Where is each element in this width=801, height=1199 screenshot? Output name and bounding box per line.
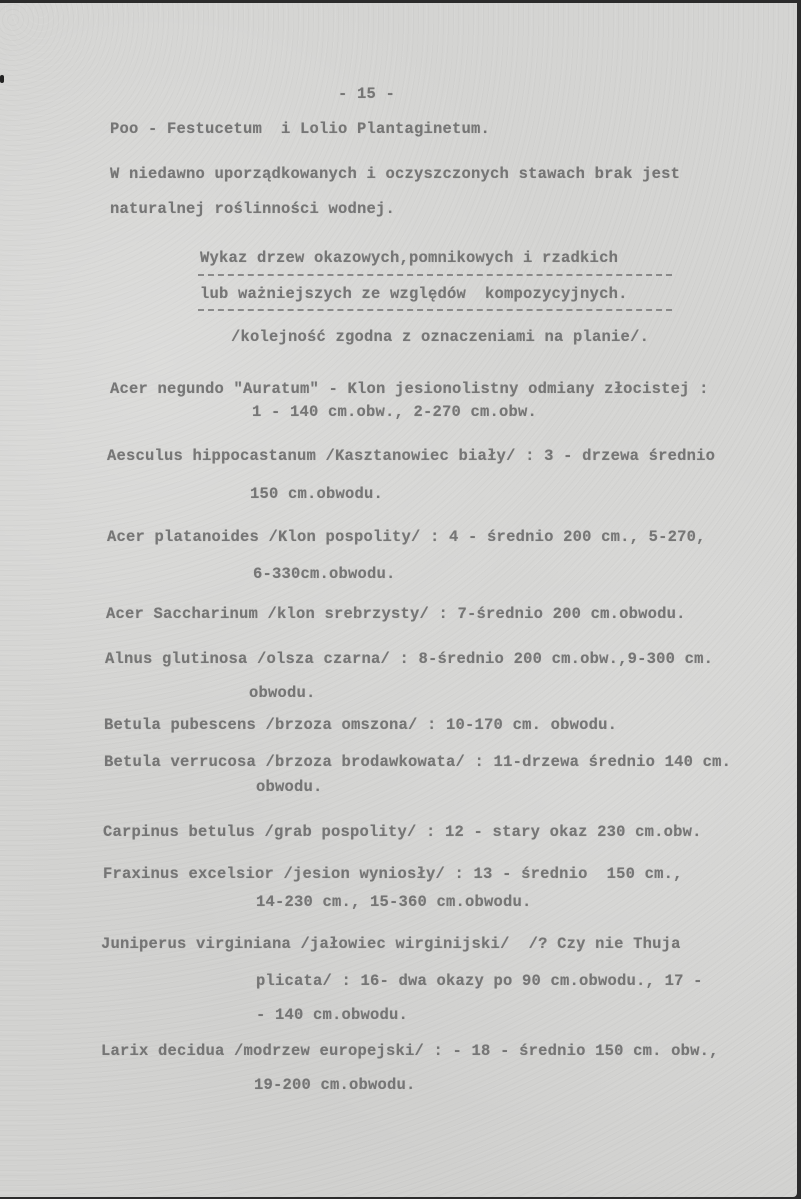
scanned-page xyxy=(0,3,797,1197)
entry-5-line-2: obwodu. xyxy=(249,684,316,702)
entry-10-line-1: Juniperus virginiana /jałowiec wirginijski/ /? Czy nie Thuja xyxy=(101,935,681,953)
entry-9-line-2: 14-230 cm., 15-360 cm.obwodu. xyxy=(256,893,532,911)
scan-artifact xyxy=(0,75,4,83)
entry-3-line-1: Acer platanoides /Klon pospolity/ : 4 - średnio 200 cm., 5-270, xyxy=(107,528,706,546)
list-title-note: /kolejność zgodna z oznaczeniami na planie/. xyxy=(231,328,650,346)
list-title-line-2: lub ważniejszych ze względów kompozycyjnych. xyxy=(200,285,628,303)
entry-4-line-1: Acer Saccharinum /klon srebrzysty/ : 7-średnio 200 cm.obwodu. xyxy=(106,605,686,623)
entry-5-line-1: Alnus glutinosa /olsza czarna/ : 8-średnio 200 cm.obw.,9-300 cm. xyxy=(105,650,714,668)
page-number: - 15 - xyxy=(338,85,396,103)
entry-7-line-2: obwodu. xyxy=(256,778,323,796)
entry-1-line-2: 1 - 140 cm.obw., 2-270 cm.obw. xyxy=(252,403,538,421)
entry-6-line-1: Betula pubescens /brzoza omszona/ : 10-170 cm. obwodu. xyxy=(104,716,618,734)
entry-10-line-3: - 140 cm.obwodu. xyxy=(256,1006,409,1024)
entry-11-line-1: Larix decidua /modrzew europejski/ : - 18 - średnio 150 cm. obw., xyxy=(101,1042,719,1060)
list-title-line-1: Wykaz drzew okazowych,pomnikowych i rzadkich xyxy=(200,249,619,267)
entry-1-line-1: Acer negundo "Auratum" - Klon jesionolistny odmiany złocistej : xyxy=(110,380,709,398)
title-underline-1 xyxy=(198,274,672,276)
entry-3-line-2: 6-330cm.obwodu. xyxy=(253,565,396,583)
title-underline-2 xyxy=(198,309,672,311)
entry-10-line-2: plicata/ : 16- dwa okazy po 90 cm.obwodu., 17 - xyxy=(256,972,703,990)
entry-7-line-1: Betula verrucosa /brzoza brodawkowata/ : 11-drzewa średnio 140 cm. xyxy=(104,753,732,771)
entry-9-line-1: Fraxinus excelsior /jesion wyniosły/ : 13 - średnio 150 cm., xyxy=(103,865,683,883)
paragraph-line-2: naturalnej roślinności wodnej. xyxy=(110,200,396,218)
entry-8-line-1: Carpinus betulus /grab pospolity/ : 12 - stary okaz 230 cm.obw. xyxy=(103,823,702,841)
entry-2-line-2: 150 cm.obwodu. xyxy=(250,485,384,503)
paragraph-line-1: W niedawno uporządkowanych i oczyszczonych stawach brak jest xyxy=(110,165,681,183)
entry-2-line-1: Aesculus hippocastanum /Kasztanowiec biały/ : 3 - drzewa średnio xyxy=(107,447,716,465)
entry-11-line-2: 19-200 cm.obwodu. xyxy=(254,1076,416,1094)
heading-line: Poo - Festucetum i Lolio Plantaginetum. xyxy=(110,120,491,138)
